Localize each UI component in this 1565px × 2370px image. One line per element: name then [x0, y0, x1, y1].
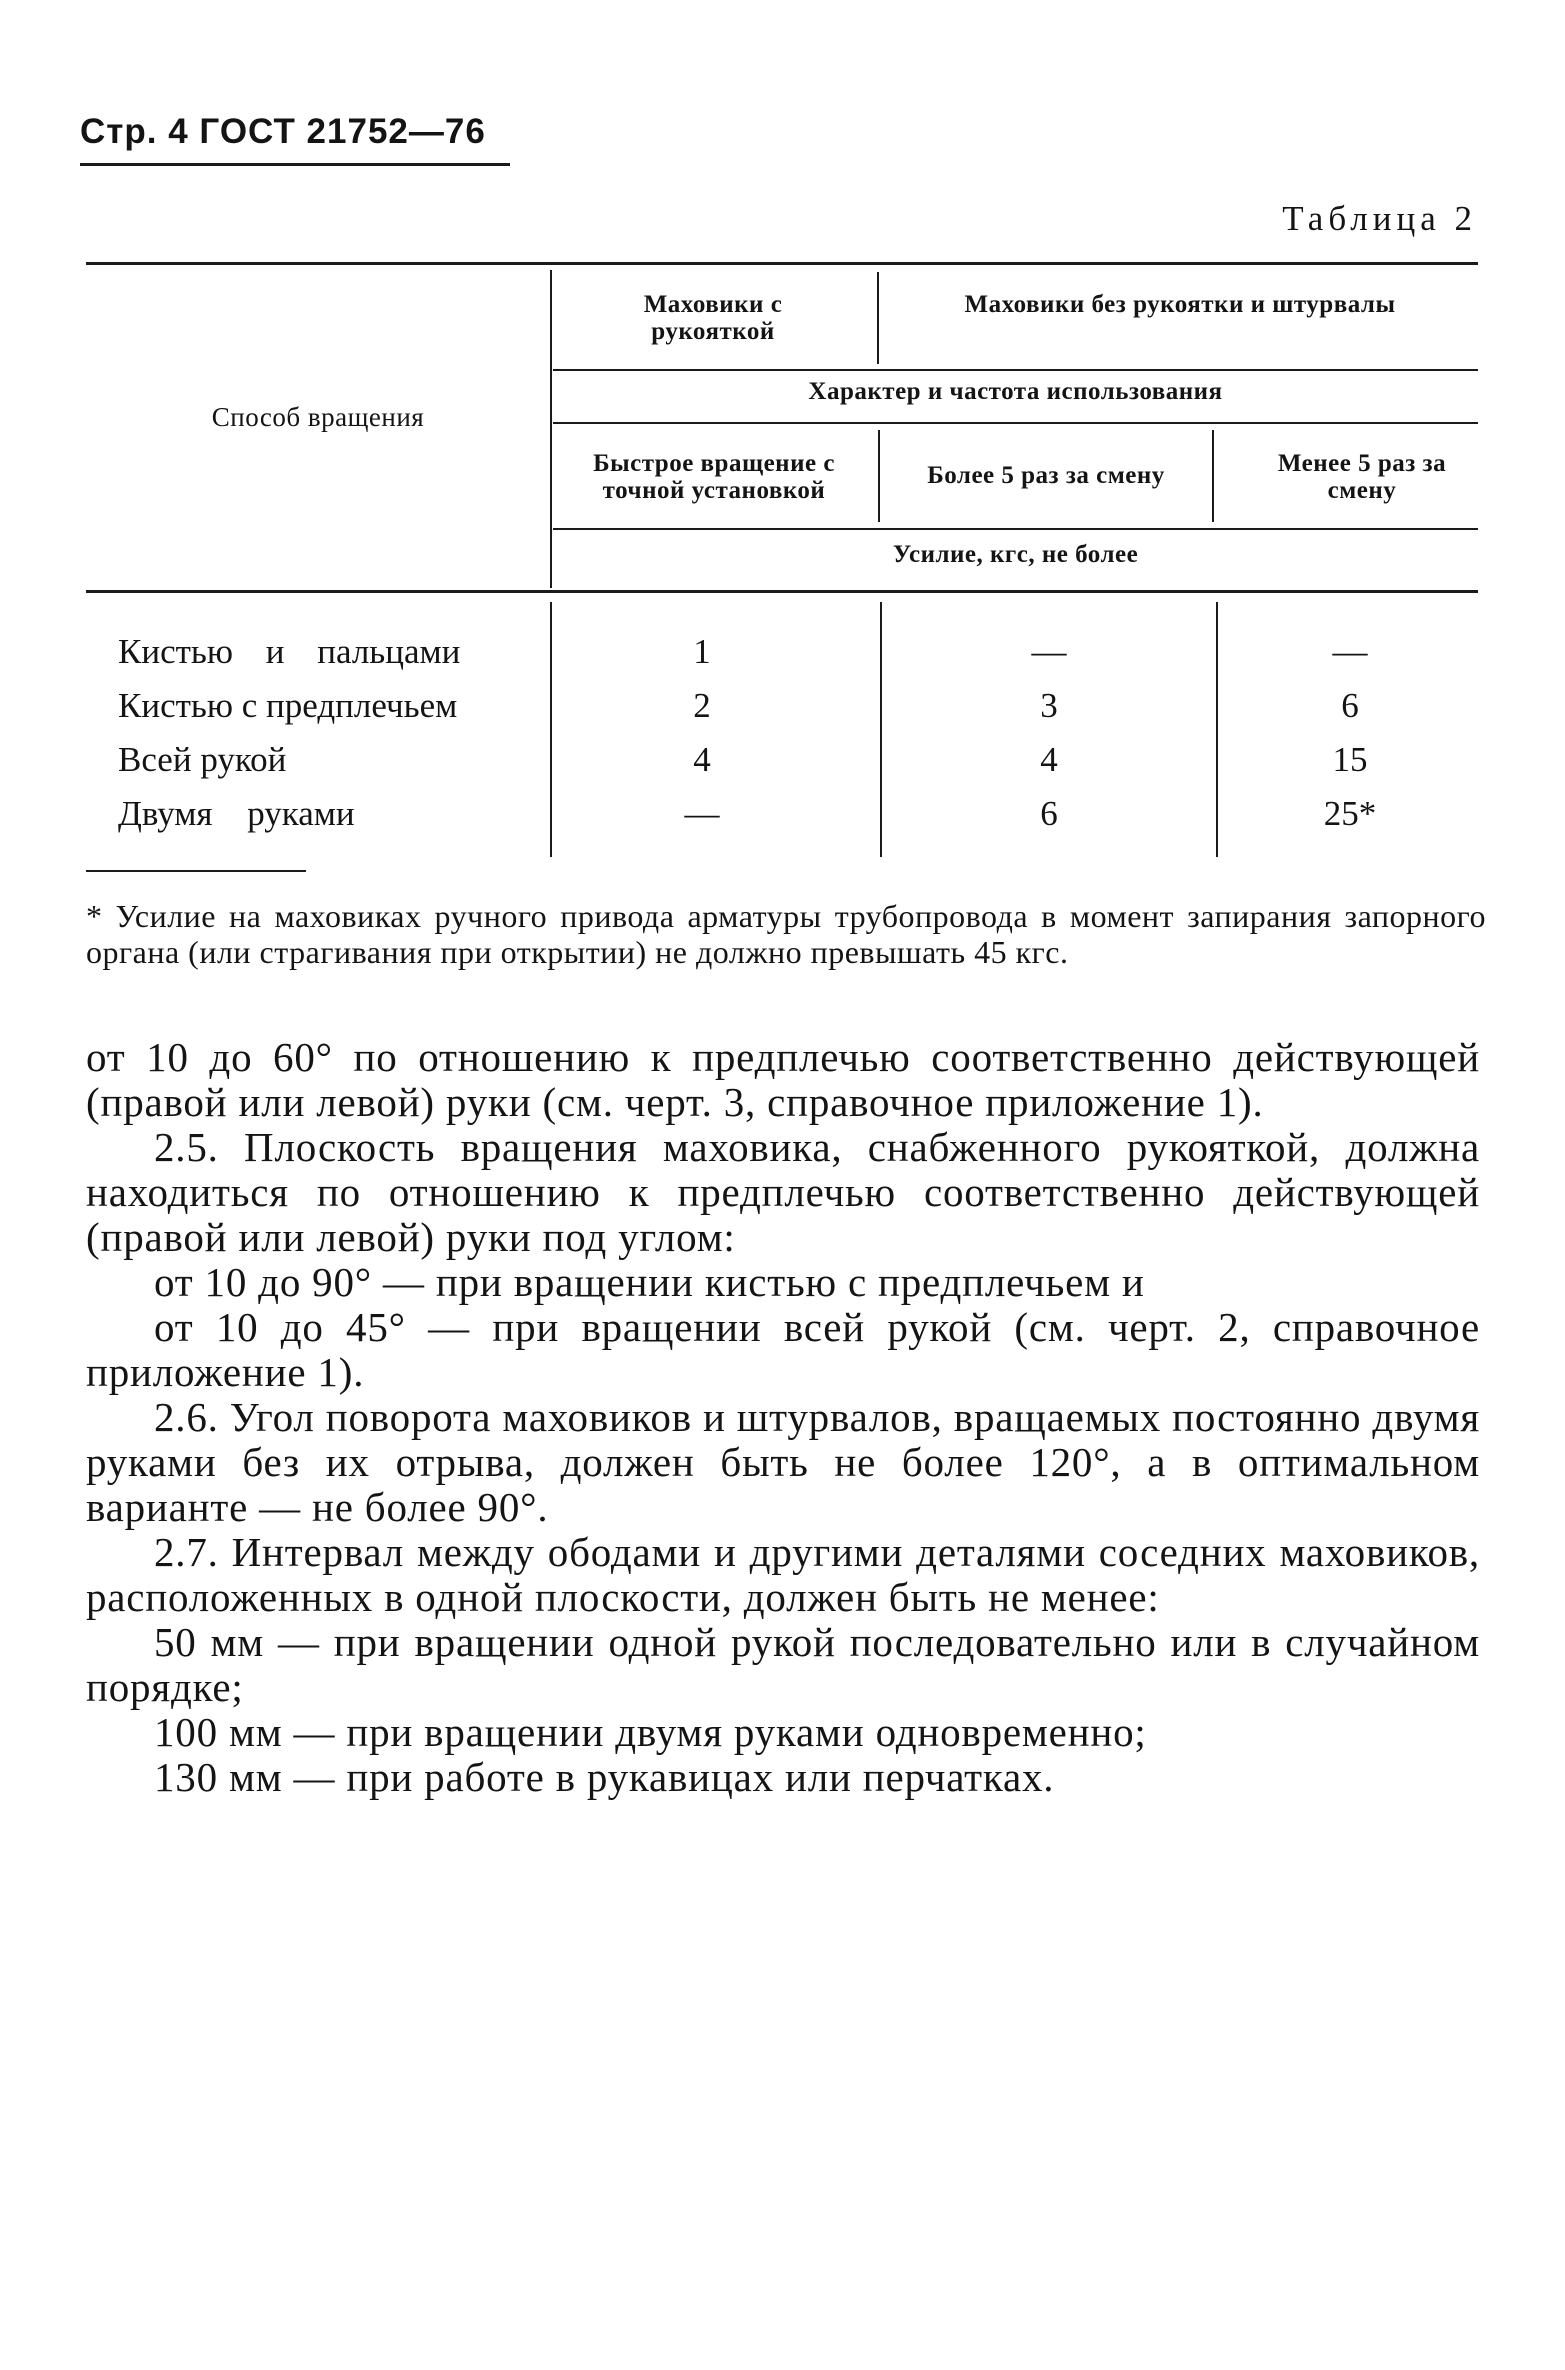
- cell-value: 3: [1040, 686, 1058, 725]
- cell-value: 2: [693, 686, 711, 725]
- header-rule: [80, 163, 510, 166]
- paragraph: 130 мм — при работе в рукавицах или перчатках.: [154, 1754, 1055, 1800]
- cell-value: —: [684, 794, 720, 833]
- header-fast: Быстрое вращение с точной установкой: [593, 450, 835, 504]
- header-no-handle: Маховики без рукоятки и штурвалы: [964, 291, 1396, 318]
- cell-value: 1: [693, 632, 711, 671]
- table-caption: Таблица 2: [1282, 199, 1477, 238]
- cell-value: 4: [1040, 740, 1058, 779]
- cell-value: 15: [1332, 740, 1368, 779]
- vline-sub-2: [1212, 430, 1214, 522]
- rule-below-usage: [553, 422, 1478, 424]
- row-label: Кистью и пальцами: [118, 632, 461, 671]
- row-label: Кистью с предплечьем: [118, 686, 458, 725]
- header-usage: Характер и частота использования: [808, 378, 1223, 405]
- cell-value: 4: [693, 740, 711, 779]
- rule-below-groups: [553, 369, 1478, 371]
- paragraph: от 10 до 90° — при вращении кистью с предплечьем и: [154, 1259, 1145, 1305]
- paragraph: 100 мм — при вращении двумя руками одновременно;: [154, 1709, 1147, 1755]
- footnote-rule: [86, 870, 306, 872]
- vline-method: [550, 270, 552, 588]
- body-text: [86, 1035, 1480, 1800]
- row-label: Двумя руками: [118, 794, 355, 833]
- table-top-rule: [86, 262, 1478, 265]
- rule-below-subheaders: [553, 528, 1478, 530]
- paragraph: от 10 до 60° по отношению к предплечью соответственно действующей (правой или левой) руки (см. черт. 3, справочное приложение 1).: [86, 1034, 1480, 1125]
- paragraph: от 10 до 45° — при вращении всей рукой (см. черт. 2, справочное приложение 1).: [86, 1304, 1480, 1395]
- paragraph: 50 мм — при вращении одной рукой последовательно или в случайном порядке;: [86, 1619, 1480, 1710]
- header-less5: Менее 5 раз за смену: [1277, 450, 1447, 504]
- cell-value: 6: [1040, 794, 1058, 833]
- row-label: Всей рукой: [118, 740, 287, 779]
- paragraph-2-7: 2.7. Интервал между ободами и другими деталями соседних маховиков, расположенных в одной плоскости, должен быть не менее:: [86, 1529, 1480, 1620]
- paragraph-2-6: 2.6. Угол поворота маховиков и штурвалов, вращаемых постоянно двумя руками без их отрыва, должен быть не более 120°, а в оптимальном варианте — не более 90°.: [86, 1394, 1480, 1530]
- header-bottom-rule: [86, 590, 1478, 593]
- cell-value: —: [1332, 632, 1368, 671]
- header-with-handle: Маховики с рукояткой: [643, 291, 783, 345]
- running-head: Стр. 4 ГОСТ 21752—76: [80, 112, 486, 151]
- paragraph-2-5: 2.5. Плоскость вращения маховика, снабженного рукояткой, должна находиться по отношению к предплечью соответственно действующей (правой или левой) руки под углом:: [86, 1124, 1480, 1260]
- cell-value: —: [1031, 632, 1067, 671]
- header-more5: Более 5 раз за смену: [927, 462, 1165, 489]
- cell-value: 6: [1341, 686, 1359, 725]
- cell-value: 25*: [1323, 794, 1377, 833]
- header-force: Усилие, кгс, не более: [892, 541, 1139, 568]
- header-method: Способ вращения: [211, 402, 425, 432]
- vline-sub-1: [878, 430, 880, 522]
- vline-groups: [877, 272, 879, 364]
- footnote: * Усилие на маховиках ручного привода арматуры трубопровода в момент запирания запорного органа (или страгивания при открытии) не должно превышать 45 кгс.: [86, 898, 1486, 970]
